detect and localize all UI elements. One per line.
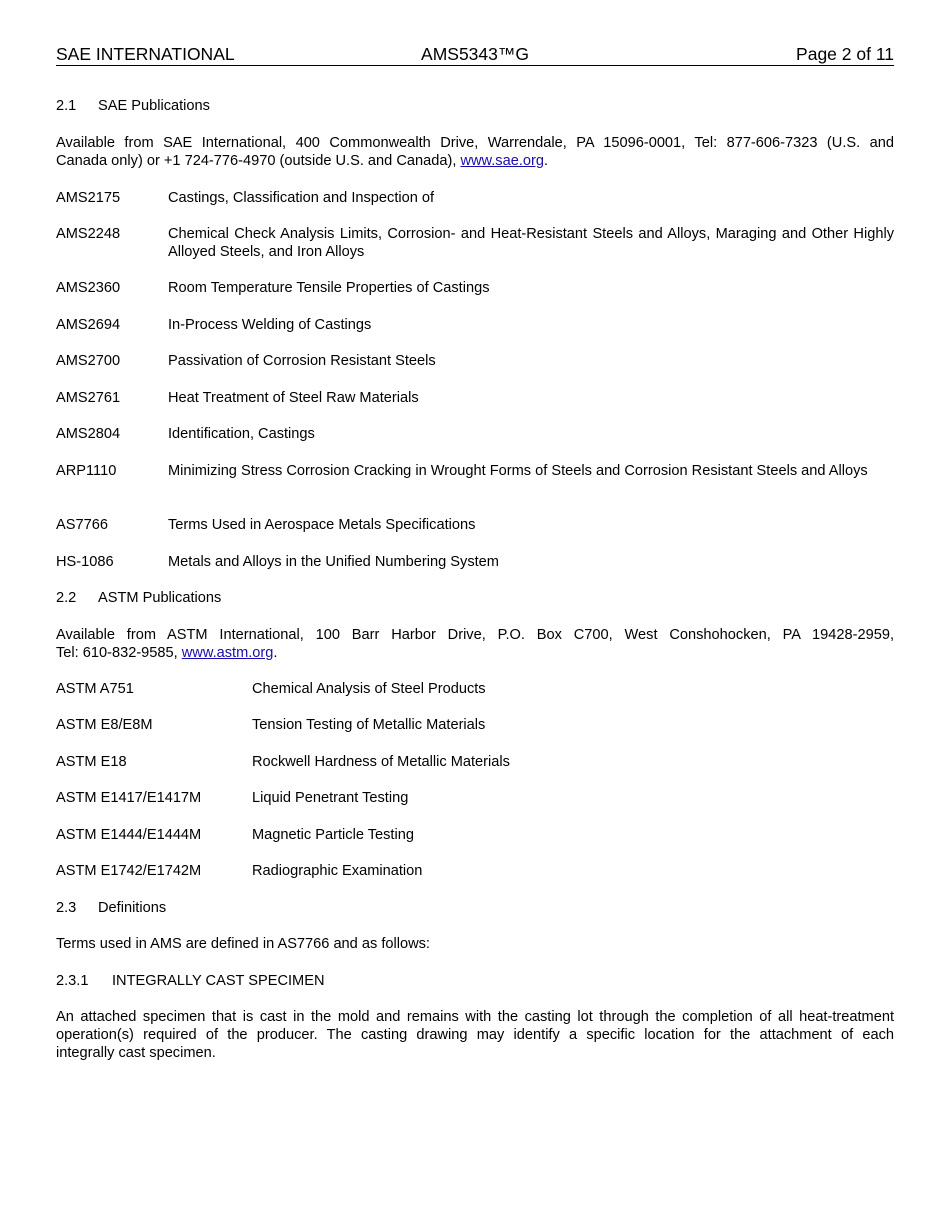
definitions-intro: Terms used in AMS are defined in AS7766 and as follows: bbox=[56, 936, 430, 952]
section-number: 2.1 bbox=[56, 98, 77, 114]
reference-code: AMS2360 bbox=[56, 280, 121, 296]
reference-code: AS7766 bbox=[56, 517, 108, 533]
reference-code: AMS2175 bbox=[56, 190, 121, 206]
reference-item bbox=[56, 225, 894, 261]
reference-item bbox=[56, 826, 894, 844]
reference-item bbox=[56, 753, 894, 771]
paragraph-line: Tel: 610-832-9585, bbox=[56, 645, 178, 662]
reference-code: ASTM E8/E8M bbox=[56, 717, 153, 733]
reference-item bbox=[56, 389, 894, 407]
section-heading-sae bbox=[56, 97, 894, 115]
section-title: Definitions bbox=[98, 900, 167, 916]
reference-item bbox=[56, 352, 894, 370]
reference-title: Magnetic Particle Testing bbox=[252, 827, 414, 843]
reference-title: In-Process Welding of Castings bbox=[168, 317, 372, 333]
header-document-id: AMS5343™G bbox=[421, 44, 529, 64]
reference-item bbox=[56, 516, 894, 534]
reference-item bbox=[56, 553, 894, 571]
paragraph-line: Available from SAE International, 400 Commonwealth Drive, Warrendale, PA 15096-0001, Tel: 877-606-7323 (U.S. and bbox=[56, 135, 894, 151]
punctuation: . bbox=[273, 645, 278, 662]
reference-title: Room Temperature Tensile Properties of Castings bbox=[168, 280, 490, 296]
paragraph-line: An attached specimen that is cast in the mold and remains with the casting lot through the completion of all heat-treatment bbox=[56, 1009, 894, 1025]
sae-website-link[interactable]: www.sae.org bbox=[460, 153, 544, 170]
section-heading-definitions bbox=[56, 899, 894, 917]
reference-item bbox=[56, 789, 894, 807]
reference-title: Rockwell Hardness of Metallic Materials bbox=[252, 754, 510, 770]
paragraph-line: Available from ASTM International, 100 Barr Harbor Drive, P.O. Box C700, West Conshohocken, PA 19428-2959, bbox=[56, 627, 894, 643]
reference-item bbox=[56, 716, 894, 734]
reference-code: ASTM E18 bbox=[56, 754, 127, 770]
reference-item bbox=[56, 462, 894, 480]
definition-paragraph bbox=[56, 1008, 894, 1063]
reference-item bbox=[56, 316, 894, 334]
reference-title: Identification, Castings bbox=[168, 426, 315, 442]
reference-title: Castings, Classification and Inspection of bbox=[168, 190, 435, 206]
reference-code: AMS2700 bbox=[56, 353, 121, 369]
reference-title: Tension Testing of Metallic Materials bbox=[252, 717, 486, 733]
reference-title: Passivation of Corrosion Resistant Steels bbox=[168, 353, 436, 369]
section-number: 2.2 bbox=[56, 590, 77, 606]
reference-title: Liquid Penetrant Testing bbox=[252, 790, 409, 806]
reference-code: AMS2248 bbox=[56, 226, 121, 242]
reference-code: HS-1086 bbox=[56, 554, 114, 570]
section-number: 2.3 bbox=[56, 900, 77, 916]
reference-code: ASTM A751 bbox=[56, 681, 134, 697]
paragraph-line: Canada only) or +1 724-776-4970 (outside U.S. and Canada), bbox=[56, 153, 457, 170]
subsection-title: INTEGRALLY CAST SPECIMEN bbox=[112, 973, 325, 989]
reference-code: AMS2761 bbox=[56, 390, 121, 406]
section-title: SAE Publications bbox=[98, 98, 210, 114]
reference-code: AMS2694 bbox=[56, 317, 121, 333]
reference-item bbox=[56, 680, 894, 698]
reference-title: Metals and Alloys in the Unified Numbering System bbox=[168, 554, 499, 570]
reference-code: ASTM E1417/E1417M bbox=[56, 790, 202, 806]
reference-code: ASTM E1444/E1444M bbox=[56, 827, 202, 843]
reference-title: Chemical Check Analysis Limits, Corrosion- and Heat-Resistant Steels and Alloys, Maraging and Other Highly Alloyed Steels, and Iron Alloys bbox=[168, 226, 894, 261]
reference-item bbox=[56, 425, 894, 443]
paragraph-line: integrally cast specimen. bbox=[56, 1045, 216, 1062]
page-header bbox=[56, 43, 894, 66]
reference-code: ASTM E1742/E1742M bbox=[56, 863, 202, 879]
punctuation: . bbox=[543, 153, 549, 170]
header-organization: SAE INTERNATIONAL bbox=[56, 44, 235, 64]
reference-title: Chemical Analysis of Steel Products bbox=[252, 681, 486, 697]
reference-code: AMS2804 bbox=[56, 426, 121, 442]
astm-website-link[interactable]: www.astm.org bbox=[181, 645, 274, 662]
reference-item bbox=[56, 189, 894, 207]
reference-item bbox=[56, 279, 894, 297]
sae-availability-paragraph bbox=[56, 134, 894, 170]
subsection-heading-integrally-cast-specimen bbox=[56, 972, 894, 990]
astm-availability-paragraph bbox=[56, 626, 894, 662]
subsection-number: 2.3.1 bbox=[56, 973, 89, 989]
reference-title: Terms Used in Aerospace Metals Specifications bbox=[168, 517, 476, 533]
reference-title: Heat Treatment of Steel Raw Materials bbox=[168, 390, 419, 406]
reference-item bbox=[56, 862, 894, 880]
header-page-number: Page 2 of 11 bbox=[796, 44, 894, 64]
reference-code: ARP1110 bbox=[56, 463, 117, 479]
section-title: ASTM Publications bbox=[98, 590, 222, 606]
paragraph-line: operation(s) required of the producer. The casting drawing may identify a specific location for the attachment of each bbox=[56, 1027, 894, 1044]
reference-title: Minimizing Stress Corrosion Cracking in Wrought Forms of Steels and Corrosion Resistant Steels and Alloys bbox=[168, 463, 868, 479]
reference-title: Radiographic Examination bbox=[252, 863, 423, 879]
section-heading-astm bbox=[56, 589, 894, 607]
